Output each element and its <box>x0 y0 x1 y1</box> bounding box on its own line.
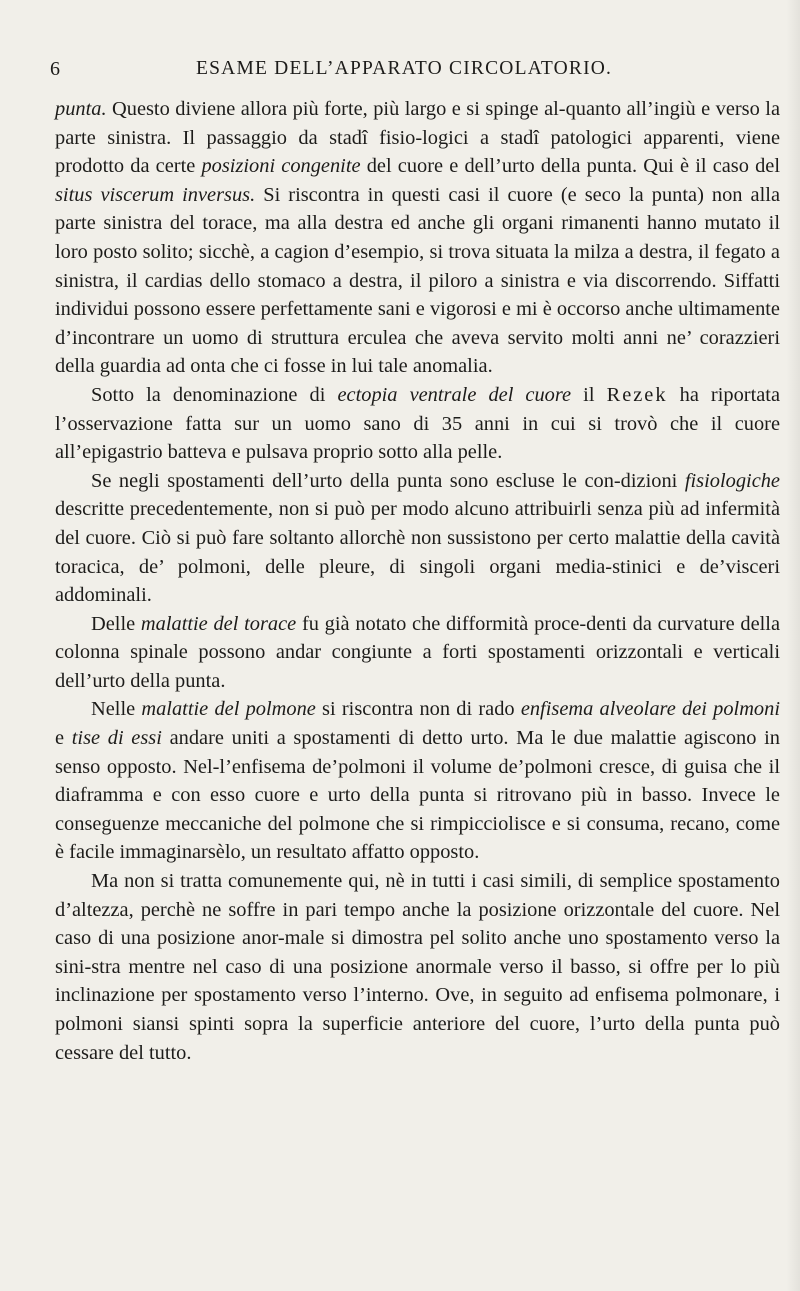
text-run: e <box>55 727 72 750</box>
running-title: ESAME DELL’APPARATO CIRCOLATORIO. <box>196 58 613 79</box>
text-run: Ma non si tratta comunemente qui, nè in tutti i casi simili, di semplice spostamento d’altezza, perchè ne soffre in pari tempo anche la posizione orizzontale del cuore. Nel caso di una posizione anor-male si dimostra pel solito anche uno spostamento verso la sini-stra mentre nel caso di una posizione anormale verso il basso, si offre per lo più inclinazione per spostamento verso l’interno. Ove, in seguito ad enfisema polmonare, i polmoni siansi spinti sopra la superficie anteriore del cuore, l’urto della punta può cessare del tutto. <box>55 870 780 1064</box>
paragraph-2 <box>55 381 780 467</box>
text-run: Nelle <box>91 698 142 721</box>
page-edge-shadow <box>786 0 800 1291</box>
italic-run: situs viscerum inversus. <box>55 183 256 206</box>
text-run: descritte precedentemente, non si può per modo alcuno attribuirli senza più ad infermità del cuore. Ciò si può fare soltanto allorchè non sussistono per certo malattie della cavità toracica, de’ polmoni, delle pleure, di singoli organi media-stinici e de’visceri addominali. <box>55 498 780 607</box>
text-run: Questo diviene allora più forte, più largo e si spinge al-quanto all’ingiù e verso la parte sinistra. Il passaggio da stadî fisio-logici a stadî patologici apparenti, viene prodotto da certe <box>55 98 780 178</box>
text-run: andare uniti a spostamenti di detto urto. Ma le due malattie agiscono in senso opposto. Nel-l’enfisema de’polmoni il volume de’polmoni cresce, di guisa che il diaframma e con esso cuore e urto della punta si ritrovano più in basso. Invece le conseguenze meccaniche del polmone che si rimpicciolisce e si consuma, recano, come è facile immaginarsèlo, un resultato affatto opposto. <box>55 727 780 864</box>
italic-run: malattie del torace <box>140 612 297 635</box>
text-run: del cuore e dell’urto della punta. Qui è il caso del <box>360 155 781 178</box>
page-number: 6 <box>50 58 61 80</box>
paragraph-6 <box>55 867 780 1067</box>
paragraph-1 <box>55 95 780 381</box>
running-header <box>0 58 800 82</box>
italic-run: fisiologiche <box>684 469 780 492</box>
text-run: Si riscontra in questi casi il cuore (e seco la punta) non alla parte sinistra del torace, ma alla destra ed anche gli organi rimanenti hanno mutato il loro posto solito; sicchè, a cagion d’esempio, si trova situata la milza a destra, il fegato a sinistra, il cardias dello stomaco a destra, il piloro a sinistra e via discorrendo. Siffatti individui possono essere perfettamente sani e vigorosi e mi è occorso anche ultimamente d’incontrare un uomo di struttura erculea che aveva servito molti anni ne’ corazzieri della guardia ad onta che ci fosse in lui tale anomalia. <box>55 183 780 378</box>
paragraph-5 <box>55 695 780 867</box>
body-text <box>55 95 780 1067</box>
text-run: fu già notato che difformità proce-denti da curvature della colonna spinale possono andar congiunte a forti spostamenti orizzontali e verticali dell’urto della punta. <box>55 612 780 692</box>
italic-run: enfisema alveolare dei polmoni <box>520 698 780 721</box>
text-run: il <box>571 383 607 406</box>
paragraph-4 <box>55 610 780 696</box>
text-run: Delle <box>91 612 141 635</box>
text-run: Sotto la denominazione di <box>91 383 338 406</box>
italic-run: ectopia ventrale del cuore <box>337 383 572 406</box>
author-name: Rezek <box>606 383 668 406</box>
text-run: Se negli spostamenti dell’urto della punta sono escluse le con-dizioni <box>91 469 685 492</box>
italic-run: tise di essi <box>71 727 162 750</box>
italic-run: punta. <box>55 98 107 120</box>
text-run: ha riportata l’osservazione fatta sur un uomo sano di 35 anni in cui si trovò che il cuore all’epigastrio batteva e pulsava proprio sotto alla pelle. <box>55 383 781 464</box>
italic-run: posizioni congenite <box>201 155 361 178</box>
text-run: si riscontra non di rado <box>315 698 521 721</box>
italic-run: malattie del polmone <box>141 698 316 721</box>
paragraph-3 <box>55 467 780 610</box>
